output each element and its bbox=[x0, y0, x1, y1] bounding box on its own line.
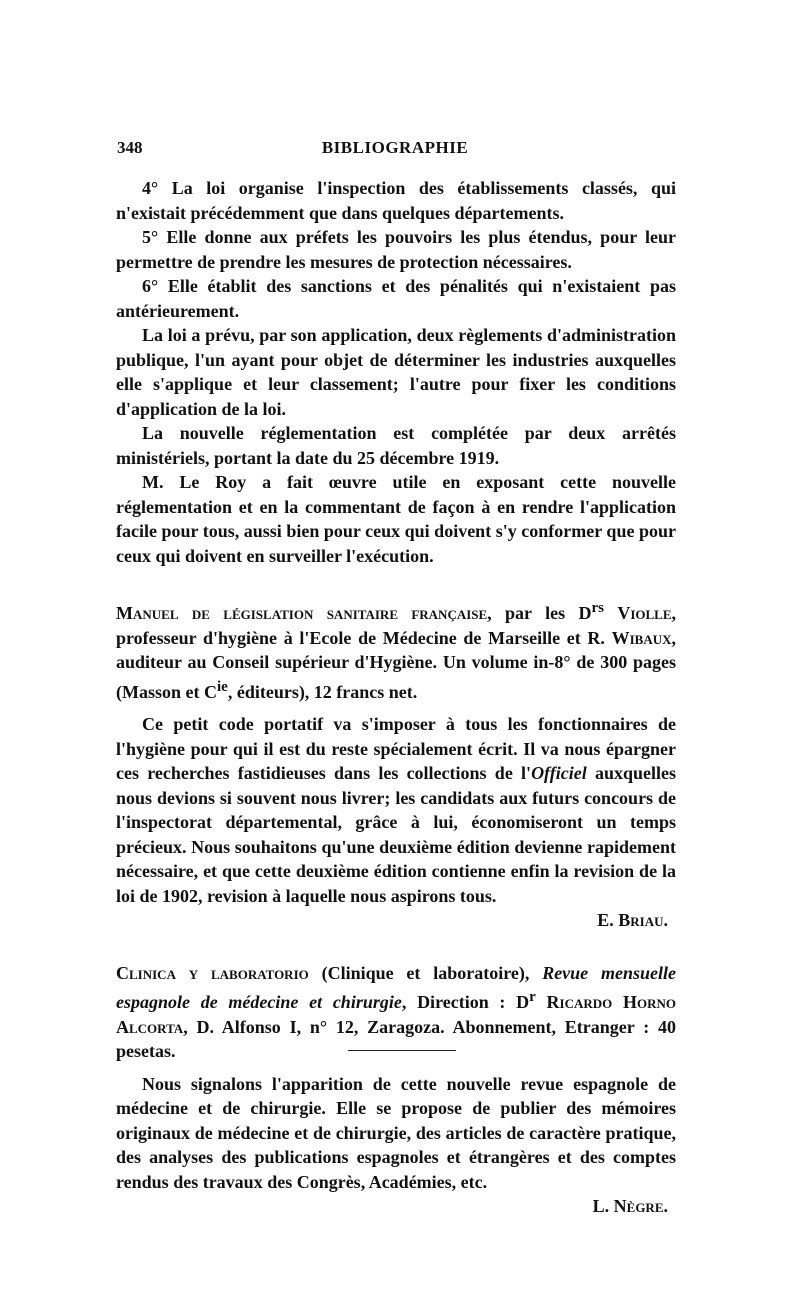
review-clinica-text: Nous signalons l'apparition de cette nouvelle revue espagnole de médecine et de chirurgie. Elle se propose de publier des mémoires originaux de médecine et de chirurgie, des articles de caractère pratique, des analyses des publications espagnoles et étrangères et des comptes rendus des travaux des Congrès, Académies, etc. bbox=[116, 1073, 676, 1192]
page-body bbox=[116, 176, 676, 1219]
paragraph-point-5: 5° Elle donne aux préfets les pouvoirs les plus étendus, pour leur permettre de prendre les mesures de protection nécessaires. bbox=[116, 227, 676, 272]
paragraph-arretes: La nouvelle réglementation est complétée par deux arrêtés ministériels, portant la date du 25 décembre 1919. bbox=[116, 423, 676, 468]
running-title: BIBLIOGRAPHIE bbox=[321, 138, 469, 157]
section-rule bbox=[348, 1050, 456, 1051]
review-manuel bbox=[116, 596, 676, 933]
review-manuel-citation: Manuel de législation sanitaire française, par les $D^{rs}$ Violle, professeur d'hygiène à l'Ecole de Médecine de Marseille et R. Wibaux, auditeur au Conseil supérieur d'Hygiène. Un volume in-8° de 300 pages (Masson et $C^{ie}$, éditeurs), 12 francs net. bbox=[116, 600, 677, 702]
review-clinica-subtitle: Revue mensuelle espagnole de médecine et chirurgie bbox=[116, 962, 676, 1012]
author-wibaux: Wibaux bbox=[611, 627, 672, 648]
signature-briau: E. Briau. bbox=[597, 910, 668, 930]
paragraph-reglements: La loi a prévu, par son application, deux règlements d'administration publique, l'un ayant pour objet de déterminer les industries auxquelles elle s'applique et leur classement; l'autre pour fixer les conditions d'application de la loi. bbox=[116, 325, 676, 419]
review-clinica-citation: Clinica y laboratorio (Clinique et laboratoire), Revue mensuelle espagnole de médecine et chirurgie, Direction : $D^r$ Ricardo Horno Alcorta, D. Alfonso I, n° 12, Zaragoza. Abonnement, Etranger : 40 pesetas. bbox=[116, 962, 676, 1061]
director-name: Ricardo Horno Alcorta bbox=[116, 992, 676, 1037]
signature-negre: L. Nègre. bbox=[592, 1196, 668, 1216]
review-manuel-text: Ce petit code portatif va s'imposer à tous les fonctionnaires de l'hygiène pour qui il est du reste spécialement écrit. Il va nous épargner ces recherches fastidieuses dans les collections de l'Officiel auxquelles nous devions si souvent nous livrer; les candidats aux futurs concours de l'inspectorat départemental, grâce à lui, économiseront un temps précieux. Nous souhaitons qu'une deuxième édition devienne rapidement nécessaire, et que cette deuxième édition contienne enfin la revision de la loi de 1902, revision à laquelle nous aspirons tous. bbox=[116, 714, 676, 906]
review-clinica-title: Clinica y laboratorio bbox=[116, 962, 309, 983]
review-clinica bbox=[116, 961, 676, 1219]
paragraph-le-roy: M. Le Roy a fait œuvre utile en exposant cette nouvelle réglementation et en la commentant de façon à en rendre l'application facile pour tous, aussi bien pour ceux qui doivent s'y conformer que pour ceux qui doivent en surveiller l'exécution. bbox=[116, 472, 676, 566]
paragraph-point-6: 6° Elle établit des sanctions et des pénalités qui n'existaient pas antérieurement. bbox=[116, 276, 676, 321]
author-violle: Violle bbox=[617, 603, 672, 623]
running-header bbox=[117, 138, 673, 164]
paragraph-point-4: 4° La loi organise l'inspection des établissements classés, qui n'existait précédemment que dans quelques départements. bbox=[116, 178, 676, 223]
page-number: 348 bbox=[117, 138, 143, 157]
review-manuel-title: Manuel de législation sanitaire française, bbox=[116, 603, 492, 623]
